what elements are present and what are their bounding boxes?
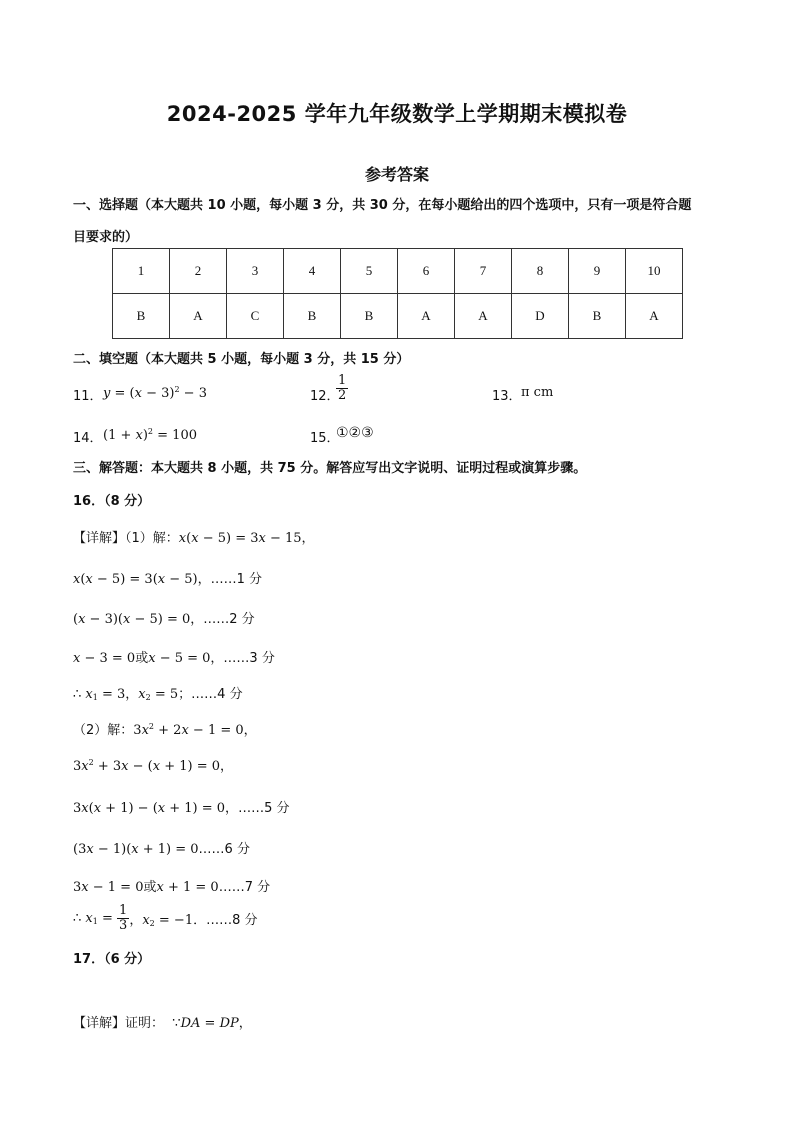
q13-number: 13． xyxy=(492,389,522,404)
section3-heading: 三、解答题：本大题共 8 小题，共 75 分。解答应写出文字说明、证明过程或演算步骤。 xyxy=(73,461,587,476)
question-number-cell: 8 xyxy=(512,249,569,294)
detail-label: 【详解】 xyxy=(73,1016,126,1031)
because-symbol: ∵ xyxy=(172,1016,181,1031)
answer-cell: A xyxy=(398,294,455,339)
q16-step-2: x(x − 5) = 3(x − 5)，……1 分 xyxy=(73,572,263,587)
q17-proof-start: 【详解】证明： ∵DA = DP， xyxy=(73,1016,252,1031)
q16-part2-step-1: （2）解：$3x^2 + 2x - 1 = 0$， xyxy=(73,722,257,738)
question-number-cell: 4 xyxy=(284,249,341,294)
q16-part2-step-5: 3x − 1 = 0或x + 1 = 0……7 分 xyxy=(73,880,271,895)
detail-label: 【详解】 xyxy=(73,531,126,546)
answer-cell: A xyxy=(170,294,227,339)
question-number-cell: 7 xyxy=(455,249,512,294)
q11-number: 11． xyxy=(73,389,103,404)
question-number-cell: 9 xyxy=(569,249,626,294)
score-8: ……8 分 xyxy=(206,913,258,929)
answer-cell: B xyxy=(341,294,398,339)
q12-fraction-denominator: 2 xyxy=(338,388,347,404)
q12-number: 12． xyxy=(310,389,340,404)
score-6: ……6 分 xyxy=(198,842,250,857)
proof-label: 证明： xyxy=(125,1016,165,1031)
answer-cell: B xyxy=(569,294,626,339)
q16-step-1: 【详解】（1）解：x(x − 5) = 3x − 15， xyxy=(73,531,315,546)
q16-label: 16．（8 分） xyxy=(73,494,151,509)
answer-table-answer-row xyxy=(113,294,683,339)
q17-label: 17．（6 分） xyxy=(73,952,151,967)
q11-answer: $y = (x - 3)^2 - 3$ xyxy=(103,385,207,401)
answer-cell: D xyxy=(512,294,569,339)
question-number-cell: 2 xyxy=(170,249,227,294)
or-text: 或 xyxy=(135,651,149,666)
answer-cell: A xyxy=(626,294,683,339)
question-number-cell: 1 xyxy=(113,249,170,294)
q15-answer: ①②③ xyxy=(336,425,374,441)
answer-cell: B xyxy=(284,294,341,339)
q13-answer: π cm xyxy=(521,385,554,400)
score-2: ……2 分 xyxy=(203,612,255,627)
part1-label: （1）解： xyxy=(125,531,179,546)
score-5: ……5 分 xyxy=(238,801,290,816)
answer-table xyxy=(112,248,683,339)
part2-label: （2）解： xyxy=(73,723,134,738)
question-number-cell: 3 xyxy=(227,249,284,294)
q14-number: 14． xyxy=(73,431,103,446)
question-number-cell: 5 xyxy=(341,249,398,294)
question-number-cell: 10 xyxy=(626,249,683,294)
q16-step-3: (x − 3)(x − 5) = 0，……2 分 xyxy=(73,612,255,627)
question-number-cell: 6 xyxy=(398,249,455,294)
therefore-symbol: ∴ xyxy=(73,687,82,702)
score-3: ……3 分 xyxy=(223,651,275,666)
q12-answer xyxy=(336,374,348,404)
therefore-symbol: ∴ xyxy=(73,911,82,927)
answer-cell: A xyxy=(455,294,512,339)
score-4: ……4 分 xyxy=(191,687,243,702)
q16-part2-step-4: (3x − 1)(x + 1) = 0……6 分 xyxy=(73,842,250,857)
score-1: ……1 分 xyxy=(210,572,263,587)
q16-part2-step-3: 3x(x + 1) − (x + 1) = 0，……5 分 xyxy=(73,801,290,816)
section2-heading: 二、填空题（本大题共 5 小题，每小题 3 分，共 15 分） xyxy=(73,352,410,367)
page-subtitle: 参考答案 xyxy=(364,165,429,184)
section1-heading-line2: 目要求的） xyxy=(73,230,139,245)
q15-number: 15． xyxy=(310,431,340,446)
or-text: 或 xyxy=(143,880,157,895)
answer-cell: B xyxy=(113,294,170,339)
answer-cell: C xyxy=(227,294,284,339)
q16-step-4: x − 3 = 0或x − 5 = 0，……3 分 xyxy=(73,651,275,666)
q14-answer: $(1 + x)^2 = 100$ xyxy=(103,427,197,443)
answer-table-number-row xyxy=(113,249,683,294)
section1-heading-line1: 一、选择题（本大题共 10 小题，每小题 3 分，共 30 分，在每小题给出的四个选项中，只有一项是符合题 xyxy=(73,198,692,213)
q16-step-5: ∴ $x_1 = 3$，$x_2 = 5$；……4 分 xyxy=(73,687,243,702)
score-7: ……7 分 xyxy=(218,880,271,895)
page-title: 2024-2025 学年九年级数学上学期期末模拟卷 xyxy=(166,102,628,126)
q12-fraction-numerator: 1 xyxy=(338,373,347,388)
q16-part2-step-2: $3x^2 + 3x - (x + 1) = 0$， xyxy=(73,758,234,774)
q16-part2-step-6: ∴ $x_1$ = $\frac{1}{3}$ ，$x_2 = -1$． ……8 分 xyxy=(73,903,258,934)
